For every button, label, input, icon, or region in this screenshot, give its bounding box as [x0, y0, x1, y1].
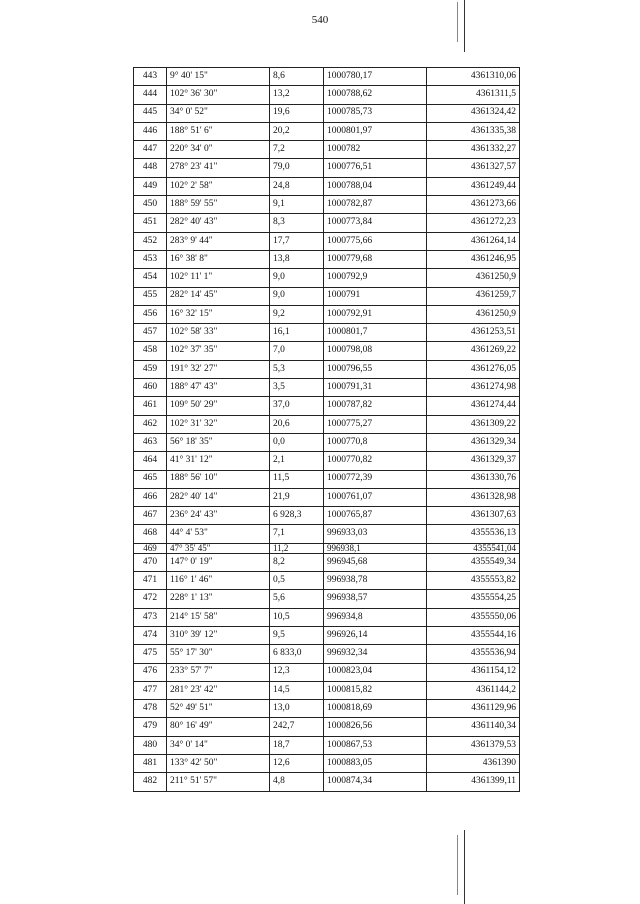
coordinate-y: 4361311,5	[427, 86, 520, 104]
point-number: 451	[134, 214, 167, 232]
coordinate-y: 4355550,06	[427, 608, 520, 626]
segment-length: 12,3	[270, 663, 324, 681]
direction-angle: 283° 9' 44"	[167, 232, 270, 250]
coordinate-x: 1000761,07	[324, 488, 427, 506]
table-row	[134, 553, 520, 571]
point-number: 472	[134, 590, 167, 608]
coordinate-x: 996934,8	[324, 608, 427, 626]
direction-angle: 16° 38' 8"	[167, 250, 270, 268]
segment-length: 6 833,0	[270, 645, 324, 663]
coordinate-y: 4361250,9	[427, 269, 520, 287]
segment-length: 19,6	[270, 104, 324, 122]
segment-length: 13,2	[270, 86, 324, 104]
coordinate-y: 4361274,98	[427, 379, 520, 397]
segment-length: 4,8	[270, 773, 324, 791]
coordinate-x: 1000788,04	[324, 177, 427, 195]
point-number: 457	[134, 324, 167, 342]
table-row	[134, 754, 520, 772]
table-row	[134, 122, 520, 140]
direction-angle: 55° 17' 30"	[167, 645, 270, 663]
table-row	[134, 196, 520, 214]
coordinates-table	[133, 67, 520, 792]
coordinate-x: 1000815,82	[324, 681, 427, 699]
table-row	[134, 590, 520, 608]
coordinate-y: 4361264,14	[427, 232, 520, 250]
segment-length: 7,1	[270, 525, 324, 543]
scan-line-bottom	[464, 830, 465, 904]
direction-angle: 188° 47' 43"	[167, 379, 270, 397]
table-row	[134, 104, 520, 122]
direction-angle: 281° 23' 42"	[167, 681, 270, 699]
coordinate-y: 4361253,51	[427, 324, 520, 342]
scan-line-bottom-faint	[457, 835, 458, 895]
coordinate-y: 4361324,42	[427, 104, 520, 122]
segment-length: 12,6	[270, 754, 324, 772]
coordinates-table-body	[134, 68, 520, 792]
point-number: 459	[134, 360, 167, 378]
point-number: 466	[134, 488, 167, 506]
coordinate-y: 4361274,44	[427, 397, 520, 415]
coordinate-x: 1000787,82	[324, 397, 427, 415]
coordinate-x: 1000765,87	[324, 507, 427, 525]
point-number: 471	[134, 572, 167, 590]
coordinate-x: 1000791,31	[324, 379, 427, 397]
table-row	[134, 360, 520, 378]
direction-angle: 214° 15' 58"	[167, 608, 270, 626]
coordinate-y: 4355541,04	[427, 543, 520, 553]
table-row	[134, 608, 520, 626]
point-number: 443	[134, 68, 167, 86]
table-row	[134, 507, 520, 525]
coordinate-y: 4361269,22	[427, 342, 520, 360]
coordinate-y: 4361328,98	[427, 488, 520, 506]
direction-angle: 102° 36' 30"	[167, 86, 270, 104]
coordinate-x: 1000867,53	[324, 736, 427, 754]
table-row	[134, 324, 520, 342]
direction-angle: 80° 16' 49"	[167, 718, 270, 736]
coordinate-y: 4361250,9	[427, 305, 520, 323]
point-number: 474	[134, 626, 167, 644]
segment-length: 13,8	[270, 250, 324, 268]
coordinate-y: 4361276,05	[427, 360, 520, 378]
point-number: 460	[134, 379, 167, 397]
coordinate-x: 1000785,73	[324, 104, 427, 122]
coordinate-x: 996938,57	[324, 590, 427, 608]
coordinate-x: 996933,03	[324, 525, 427, 543]
point-number: 477	[134, 681, 167, 699]
table-row	[134, 68, 520, 86]
direction-angle: 34° 0' 14"	[167, 736, 270, 754]
direction-angle: 310° 39' 12"	[167, 626, 270, 644]
table-row	[134, 681, 520, 699]
table-row	[134, 645, 520, 663]
point-number: 458	[134, 342, 167, 360]
coordinate-y: 4361259,7	[427, 287, 520, 305]
segment-length: 11,2	[270, 543, 324, 553]
segment-length: 79,0	[270, 159, 324, 177]
coordinate-y: 4361129,96	[427, 700, 520, 718]
point-number: 481	[134, 754, 167, 772]
point-number: 453	[134, 250, 167, 268]
point-number: 448	[134, 159, 167, 177]
point-number: 455	[134, 287, 167, 305]
table-row	[134, 543, 520, 553]
coordinate-y: 4355549,34	[427, 553, 520, 571]
table-row	[134, 342, 520, 360]
table-row	[134, 718, 520, 736]
table-row	[134, 452, 520, 470]
table-row	[134, 177, 520, 195]
coordinate-y: 4361379,53	[427, 736, 520, 754]
point-number: 465	[134, 470, 167, 488]
point-number: 464	[134, 452, 167, 470]
segment-length: 8,3	[270, 214, 324, 232]
point-number: 475	[134, 645, 167, 663]
direction-angle: 211° 51' 57"	[167, 773, 270, 791]
coordinate-x: 1000770,82	[324, 452, 427, 470]
direction-angle: 34° 0' 52"	[167, 104, 270, 122]
table-row	[134, 415, 520, 433]
segment-length: 9,1	[270, 196, 324, 214]
direction-angle: 116° 1' 46"	[167, 572, 270, 590]
direction-angle: 191° 32' 27"	[167, 360, 270, 378]
direction-angle: 102° 37' 35"	[167, 342, 270, 360]
coordinate-x: 1000776,51	[324, 159, 427, 177]
direction-angle: 228° 1' 13"	[167, 590, 270, 608]
coordinate-y: 4361329,34	[427, 433, 520, 451]
table-row	[134, 525, 520, 543]
segment-length: 7,2	[270, 141, 324, 159]
coordinate-y: 4355553,82	[427, 572, 520, 590]
coordinate-y: 4361154,12	[427, 663, 520, 681]
segment-length: 37,0	[270, 397, 324, 415]
table-row	[134, 663, 520, 681]
coordinate-y: 4361335,38	[427, 122, 520, 140]
coordinate-x: 1000883,05	[324, 754, 427, 772]
direction-angle: 44° 4' 53"	[167, 525, 270, 543]
coordinate-x: 1000773,84	[324, 214, 427, 232]
segment-length: 10,5	[270, 608, 324, 626]
coordinate-x: 996926,14	[324, 626, 427, 644]
point-number: 482	[134, 773, 167, 791]
coordinate-x: 1000779,68	[324, 250, 427, 268]
segment-length: 5,3	[270, 360, 324, 378]
coordinate-x: 1000788,62	[324, 86, 427, 104]
coordinate-y: 4361399,11	[427, 773, 520, 791]
page-number: 540	[311, 14, 329, 26]
segment-length: 16,1	[270, 324, 324, 342]
table-row	[134, 488, 520, 506]
segment-length: 20,6	[270, 415, 324, 433]
segment-length: 3,5	[270, 379, 324, 397]
table-row	[134, 626, 520, 644]
coordinate-y: 4355536,94	[427, 645, 520, 663]
direction-angle: 188° 59' 55"	[167, 196, 270, 214]
point-number: 468	[134, 525, 167, 543]
direction-angle: 52° 49' 51"	[167, 700, 270, 718]
table-row	[134, 269, 520, 287]
segment-length: 13,0	[270, 700, 324, 718]
coordinate-y: 4361390	[427, 754, 520, 772]
point-number: 478	[134, 700, 167, 718]
table-row	[134, 379, 520, 397]
point-number: 446	[134, 122, 167, 140]
direction-angle: 102° 58' 33"	[167, 324, 270, 342]
table-row	[134, 433, 520, 451]
segment-length: 17,7	[270, 232, 324, 250]
direction-angle: 188° 51' 6"	[167, 122, 270, 140]
segment-length: 18,7	[270, 736, 324, 754]
point-number: 463	[134, 433, 167, 451]
table-row	[134, 86, 520, 104]
table-row	[134, 305, 520, 323]
coordinate-x: 1000818,69	[324, 700, 427, 718]
coordinate-x: 1000874,34	[324, 773, 427, 791]
direction-angle: 102° 31' 32"	[167, 415, 270, 433]
coordinate-x: 1000801,7	[324, 324, 427, 342]
point-number: 470	[134, 553, 167, 571]
segment-length: 0,5	[270, 572, 324, 590]
coordinate-x: 1000796,55	[324, 360, 427, 378]
segment-length: 9,0	[270, 269, 324, 287]
table-row	[134, 214, 520, 232]
direction-angle: 220° 34' 0"	[167, 141, 270, 159]
segment-length: 242,7	[270, 718, 324, 736]
coordinate-y: 4361246,95	[427, 250, 520, 268]
coordinate-x: 1000782	[324, 141, 427, 159]
table-row	[134, 159, 520, 177]
table-row	[134, 700, 520, 718]
coordinate-y: 4361273,66	[427, 196, 520, 214]
direction-angle: 278° 23' 41"	[167, 159, 270, 177]
direction-angle: 233° 57' 7"	[167, 663, 270, 681]
coordinate-x: 1000775,66	[324, 232, 427, 250]
direction-angle: 47° 35' 45"	[167, 543, 270, 553]
direction-angle: 236° 24' 43"	[167, 507, 270, 525]
coordinate-y: 4361332,27	[427, 141, 520, 159]
segment-length: 20,2	[270, 122, 324, 140]
point-number: 449	[134, 177, 167, 195]
direction-angle: 133° 42' 50"	[167, 754, 270, 772]
direction-angle: 282° 14' 45"	[167, 287, 270, 305]
coordinate-y: 4361330,76	[427, 470, 520, 488]
direction-angle: 147° 0' 19"	[167, 553, 270, 571]
coordinate-y: 4361329,37	[427, 452, 520, 470]
point-number: 480	[134, 736, 167, 754]
coordinate-y: 4361327,57	[427, 159, 520, 177]
direction-angle: 56° 18' 35"	[167, 433, 270, 451]
coordinate-y: 4355554,25	[427, 590, 520, 608]
table-row	[134, 232, 520, 250]
direction-angle: 102° 2' 58"	[167, 177, 270, 195]
coordinate-x: 1000792,9	[324, 269, 427, 287]
direction-angle: 9° 40' 15"	[167, 68, 270, 86]
point-number: 461	[134, 397, 167, 415]
coordinate-x: 996932,34	[324, 645, 427, 663]
segment-length: 8,2	[270, 553, 324, 571]
coordinate-y: 4355544,16	[427, 626, 520, 644]
point-number: 454	[134, 269, 167, 287]
coordinate-x: 1000772,39	[324, 470, 427, 488]
segment-length: 9,0	[270, 287, 324, 305]
table-row	[134, 141, 520, 159]
coordinate-y: 4361307,63	[427, 507, 520, 525]
coordinate-x: 1000798,08	[324, 342, 427, 360]
segment-length: 2,1	[270, 452, 324, 470]
segment-length: 21,9	[270, 488, 324, 506]
coordinate-x: 1000801,97	[324, 122, 427, 140]
coordinate-y: 4361249,44	[427, 177, 520, 195]
segment-length: 0,0	[270, 433, 324, 451]
point-number: 456	[134, 305, 167, 323]
point-number: 476	[134, 663, 167, 681]
coordinate-x: 1000775,27	[324, 415, 427, 433]
scan-line-top	[464, 0, 465, 52]
coordinate-x: 1000823,04	[324, 663, 427, 681]
coordinate-y: 4361144,2	[427, 681, 520, 699]
table-row	[134, 470, 520, 488]
coordinate-x: 1000780,17	[324, 68, 427, 86]
point-number: 450	[134, 196, 167, 214]
table-row	[134, 736, 520, 754]
coordinate-x: 1000792,91	[324, 305, 427, 323]
coordinate-x: 996945,68	[324, 553, 427, 571]
table-row	[134, 572, 520, 590]
direction-angle: 109° 50' 29"	[167, 397, 270, 415]
direction-angle: 16° 32' 15"	[167, 305, 270, 323]
point-number: 479	[134, 718, 167, 736]
point-number: 445	[134, 104, 167, 122]
segment-length: 9,2	[270, 305, 324, 323]
point-number: 469	[134, 543, 167, 553]
coordinate-y: 4355536,13	[427, 525, 520, 543]
direction-angle: 188° 56' 10"	[167, 470, 270, 488]
point-number: 447	[134, 141, 167, 159]
point-number: 473	[134, 608, 167, 626]
point-number: 444	[134, 86, 167, 104]
coordinate-x: 1000782,87	[324, 196, 427, 214]
coordinate-y: 4361140,34	[427, 718, 520, 736]
segment-length: 9,5	[270, 626, 324, 644]
coordinate-x: 1000791	[324, 287, 427, 305]
coordinate-x: 1000826,56	[324, 718, 427, 736]
segment-length: 7,0	[270, 342, 324, 360]
coordinate-x: 996938,1	[324, 543, 427, 553]
coordinate-y: 4361310,06	[427, 68, 520, 86]
table-row	[134, 773, 520, 791]
segment-length: 5,6	[270, 590, 324, 608]
direction-angle: 102° 11' 1"	[167, 269, 270, 287]
segment-length: 24,8	[270, 177, 324, 195]
direction-angle: 282° 40' 14"	[167, 488, 270, 506]
table-row	[134, 250, 520, 268]
segment-length: 14,5	[270, 681, 324, 699]
coordinate-y: 4361309,22	[427, 415, 520, 433]
segment-length: 8,6	[270, 68, 324, 86]
point-number: 452	[134, 232, 167, 250]
table-row	[134, 397, 520, 415]
direction-angle: 41° 31' 12"	[167, 452, 270, 470]
point-number: 462	[134, 415, 167, 433]
direction-angle: 282° 40' 43"	[167, 214, 270, 232]
coordinate-y: 4361272,23	[427, 214, 520, 232]
coordinate-x: 1000770,8	[324, 433, 427, 451]
coordinate-x: 996938,78	[324, 572, 427, 590]
point-number: 467	[134, 507, 167, 525]
segment-length: 11,5	[270, 470, 324, 488]
scan-line-top-faint	[457, 2, 458, 42]
table-row	[134, 287, 520, 305]
segment-length: 6 928,3	[270, 507, 324, 525]
